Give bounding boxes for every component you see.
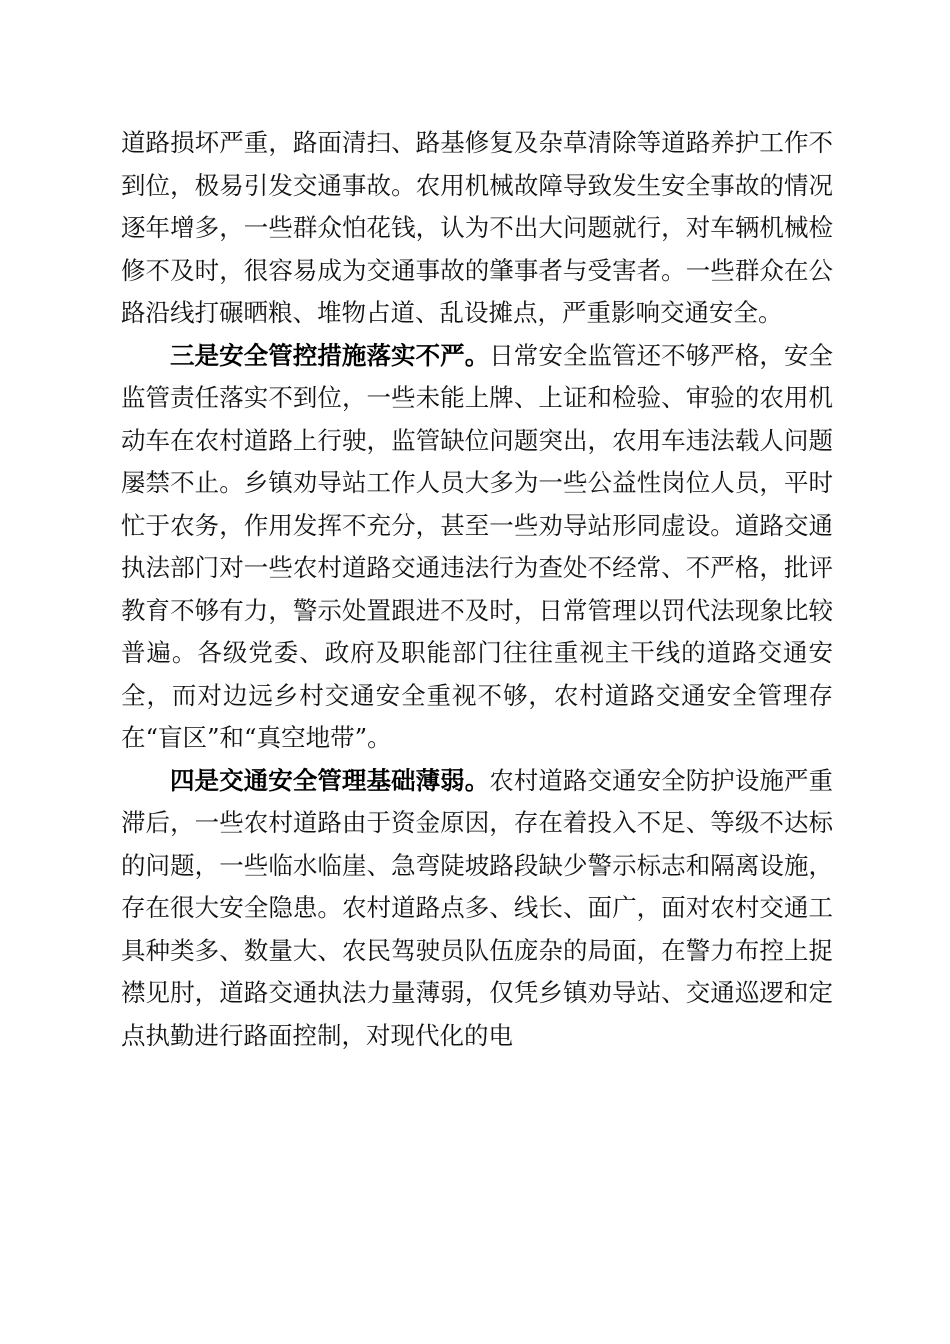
paragraph-text: 农村道路交通安全防护设施严重滞后，一些农村道路由于资金原因，存在着投入不足、等级不达标的问题，一些临水临崖、急弯陡坡路段缺少警示标志和隔离设施，存在很大安全隐患。农村道路点多、线长、面广，面对农村交通工具种类多、数量大、农民驾驶员队伍庞杂的局面，在警力布控上捉襟见肘，道路交通执法力量薄弱，仅凭乡镇劝导站、交通巡逻和定点执勤进行路面控制，对现代化的电: [121, 765, 833, 1050]
paragraph-text: 道路损坏严重，路面清扫、路基修复及杂草清除等道路养护工作不到位，极易引发交通事故。农用机械故障导致发生安全事故的情况逐年增多，一些群众怕花钱，认为不出大问题就行，对车辆机械检修不及时，很容易成为交通事故的肇事者与受害者。一些群众在公路沿线打碾晒粮、堆物占道、乱设摊点，严重影响交通安全。: [121, 128, 833, 327]
paragraph-road-damage: [121, 122, 833, 335]
paragraph-text: 日常安全监管还不够严格，安全监管责任落实不到位，一些未能上牌、上证和检验、审验的农用机动车在农村道路上行驶，监管缺位问题突出，农用车违法载人问题屡禁不止。乡镇劝导站工作人员大多为一些公益性岗位人员，平时忙于农务，作用发挥不充分，甚至一些劝导站形同虚设。道路交通执法部门对一些农村道路交通违法行为查处不经常、不严格，批评教育不够有力，警示处置跟进不及时，日常管理以罚代法现象比较普遍。各级党委、政府及职能部门往往重视主干线的道路交通安全，而对边远乡村交通安全重视不够，农村道路交通安全管理存在“盲区”和“真空地带”。: [121, 340, 833, 752]
paragraph-management-foundation: [121, 760, 833, 1058]
paragraph-safety-control: [121, 335, 833, 760]
paragraph-heading: 四是交通安全管理基础薄弱。: [170, 765, 490, 795]
paragraph-heading: 三是安全管控措施落实不严。: [170, 340, 490, 370]
document-body: [121, 122, 833, 1057]
